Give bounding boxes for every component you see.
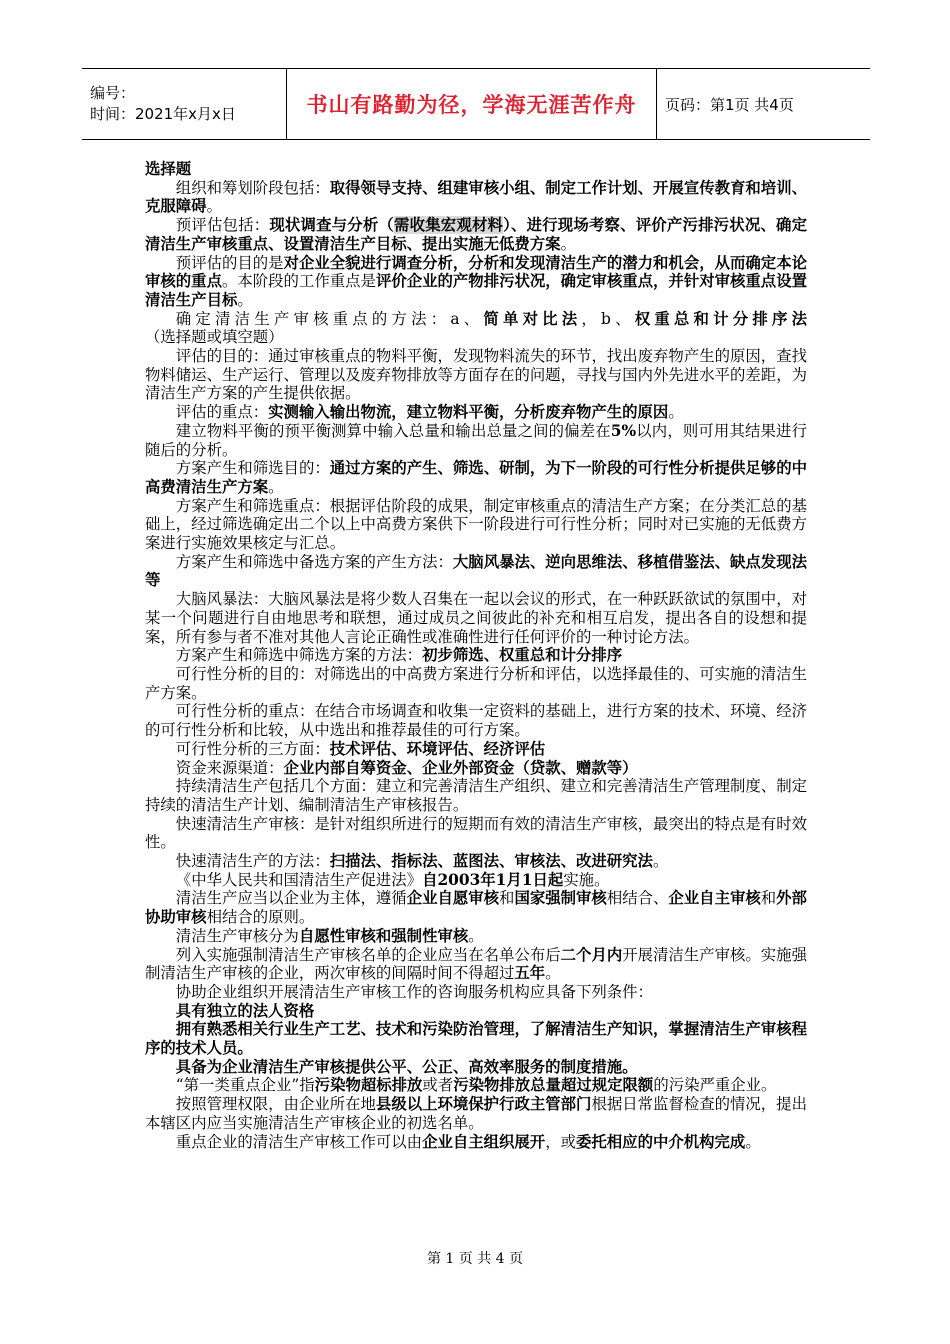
paragraph: 预评估的目的是对企业全貌进行调查分析，分析和发现清洁生产的潜力和机会，从而确定本论审核的重点。本阶段的工作重点是评价企业的产物排污状况，确定审核重点，并针对审核重点设置清洁生产目标。 [145, 253, 807, 309]
paragraph: “第一类重点企业”指污染物超标排放或者污染物排放总量超过规定限额的污染严重企业。 [175, 1076, 777, 1095]
header-time: 时间：2021年x月x日 [90, 105, 236, 123]
paragraph: 可行性分析的重点：在结合市场调查和收集一定资料的基础上，进行方案的技术、环境、经济的可行性分析和比较，从中选出和推荐最佳的可行方案。 [145, 702, 807, 740]
header-page-label: 页码：第1页 共4页 [665, 95, 794, 114]
page-footer: 第 1 页 共 4 页 [426, 1251, 524, 1267]
page-header [82, 68, 870, 140]
paragraph: 可行性分析的三方面：技术评估、环境评估、经济评估 [175, 739, 546, 758]
paragraph: 大脑风暴法：大脑风暴法是将少数人召集在一起以会议的形式，在一种跃跃欲试的氛围中，对某一个问题进行自由地思考和联想，通过成员之间彼此的补充和相互启发，提出各自的设想和提案，所有参与者不准对其他人言论正确性或准确性进行任何评价的一种讨论方法。 [145, 590, 807, 646]
motto-text: 书山有路勤为径，学海无涯苦作舟 [306, 93, 637, 117]
section-title: 选择题 [145, 160, 192, 178]
highlighted-text: 需收集宏观材料 [394, 216, 504, 235]
paragraph: 拥有熟悉相关行业生产工艺、技术和污染防治管理，了解清洁生产知识，掌握清洁生产审核程序的技术人员。 [145, 1020, 807, 1058]
paragraph: 评估的目的：通过审核重点的物料平衡，发现物料流失的环节，找出废弃物产生的原因，查找物料储运、生产运行、管理以及废弃物排放等方面存在的问题，寻找与国内外先进水平的差距，为清洁生产方案的产生提供依据。 [145, 347, 807, 403]
paragraph: 快速清洁生产的方法：扫描法、指标法、蓝图法、审核法、改进研究法。 [175, 852, 669, 871]
paragraph: 《中华人民共和国清洁生产促进法》自2003年1月1日起实施。 [175, 870, 610, 889]
paragraph: 持续清洁生产包括几个方面：建立和完善清洁生产组织、建立和完善清洁生产管理制度、制定持续的清洁生产计划、编制清洁生产审核报告。 [145, 777, 807, 814]
paragraph: 方案产生和筛选重点：根据评估阶段的成果，制定审核重点的清洁生产方案；在分类汇总的基础上，经过筛选确定出二个以上中高费方案供下一阶段进行可行性分析；同时对已实施的无低费方案进行实施效果核定与汇总。 [145, 496, 807, 553]
paragraph: 评估的重点：实测输入输出物流，建立物料平衡，分析废弃物产生的原因。 [175, 403, 684, 422]
header-meta [82, 69, 287, 139]
paragraph: 可行性分析的目的：对筛选出的中高费方案进行分析和评估，以选择最佳的、可实施的清洁生产方案。 [145, 664, 807, 702]
document-body [145, 160, 807, 1151]
paragraph: 快速清洁生产审核：是针对组织所进行的短期而有效的清洁生产审核，最突出的特点是有时效性。 [145, 814, 807, 852]
header-page [657, 69, 870, 139]
paragraph: 具有独立的法人资格 [175, 1001, 315, 1020]
paragraph: 列入实施强制清洁生产审核名单的企业应当在名单公布后二个月内开展清洁生产审核。实施强制清洁生产审核的企业，两次审核的间隔时间不得超过五年。 [145, 945, 807, 983]
paragraph: 具备为企业清洁生产审核提供公平、公正、高效率服务的制度措施。 [175, 1057, 638, 1076]
paragraph: 建立物料平衡的预平衡测算中输入总量和输出总量之间的偏差在5%以内，则可用其结果进行随后的分析。 [145, 421, 807, 459]
header-motto [287, 69, 657, 139]
header-number: 编号： [90, 84, 136, 102]
paragraph: 重点企业的清洁生产审核工作可以由企业自主组织展开，或委托相应的中介机构完成。 [175, 1132, 761, 1151]
paragraph: 预评估包括：现状调查与分析（需收集宏观材料）、进行现场考察、评价产污排污状况、确定清洁生产审核重点、设置清洁生产目标、提出实施无低费方案。 [145, 216, 807, 253]
paragraph: 组织和筹划阶段包括：取得领导支持、组建审核小组、制定工作计划、开展宣传教育和培训、克服障碍。 [145, 178, 807, 216]
paragraph: 按照管理权限，由企业所在地县级以上环境保护行政主管部门根据日常监督检查的情况，提出本辖区内应当实施清洁生产审核企业的初选名单。 [145, 1095, 807, 1132]
paragraph: 方案产生和筛选目的：通过方案的产生、筛选、研制，为下一阶段的可行性分析提供足够的中高费清洁生产方案。 [145, 459, 807, 496]
paragraph: 协助企业组织开展清洁生产审核工作的咨询服务机构应具备下列条件： [175, 982, 653, 1001]
paragraph: 资金来源渠道：企业内部自筹资金、企业外部资金（贷款、赠款等） [175, 758, 638, 777]
paragraph: 清洁生产应当以企业为主体，遵循企业自愿审核和国家强制审核相结合、企业自主审核和外部协助审核相结合的原则。 [145, 889, 807, 927]
paragraph: 方案产生和筛选中筛选方案的方法：初步筛选、权重总和计分排序 [175, 646, 623, 665]
paragraph: 确定清洁生产审核重点的方法：a、简单对比法，b、权重总和计分排序法（选择题或填空题） [145, 309, 807, 347]
paragraph: 清洁生产审核分为自愿性审核和强制性审核。 [175, 926, 484, 945]
paragraph: 方案产生和筛选中备选方案的产生方法：大脑风暴法、逆向思维法、移植借鉴法、缺点发现法等 [145, 552, 807, 590]
